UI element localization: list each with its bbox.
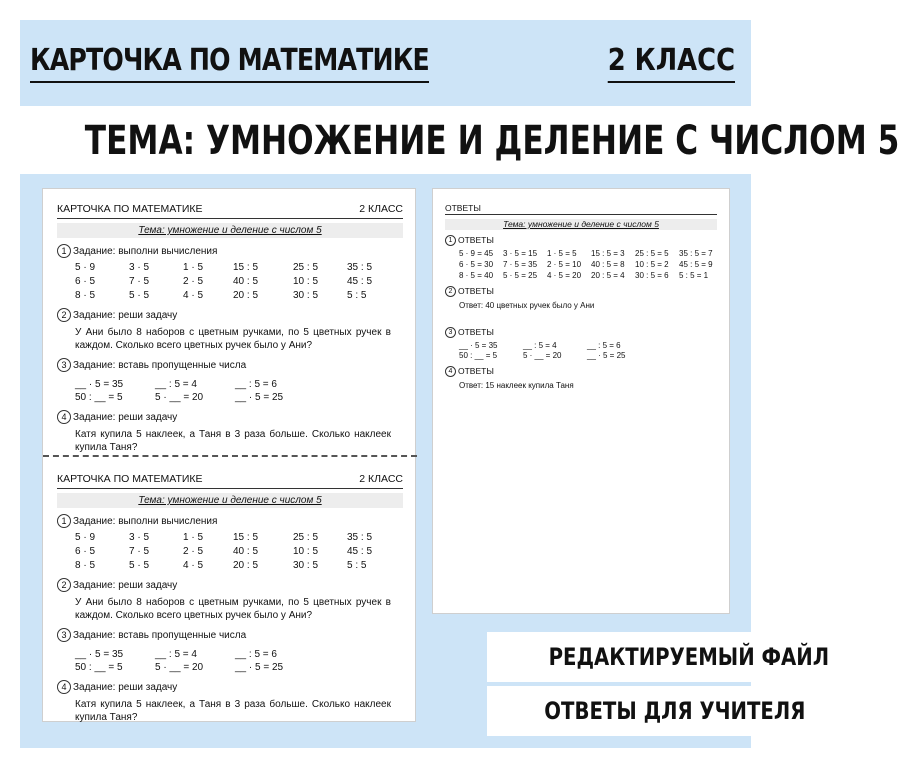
answer-2 [445,286,717,297]
editable-file-text: РЕДАКТИРУЕМЫЙ ФАЙЛ [548,643,830,671]
task-text: Задание: выполни вычисления [73,245,218,257]
task-3 [57,358,403,372]
task-text: Задание: вставь пропущенные числа [73,629,247,641]
task-number: 1 [57,514,71,528]
word-problem: Катя купила 5 наклеек, а Таня в 3 раза больше. Сколько наклеек купила Таня? [75,699,391,723]
calc-item: 4 · 5 [183,560,204,571]
answer-1 [445,235,717,246]
calc-item: 30 : 5 [293,290,319,301]
answer-item: 3 · 5 = 15 [503,249,538,258]
answers-header: ОТВЕТЫ [445,203,717,215]
word-problem: У Ани было 8 наборов с цветным ручками, по 5 цветных ручек в каждом. Сколько всего цветных ручек было у Ани? [75,327,391,351]
task-number: 4 [57,680,71,694]
calc-item: 5 : 5 [347,290,367,301]
answer-item: 5 · 9 = 45 [459,249,494,258]
answer-item: 6 · 5 = 30 [459,260,494,269]
answer-item: 10 : 5 = 2 [635,260,669,269]
calc-item: 45 : 5 [347,546,373,557]
task-number: 3 [57,358,71,372]
card-topic: Тема: умножение и деление с числом 5 [57,223,403,238]
answer-item: __ · 5 = 35 [459,341,498,350]
calc-item: 10 : 5 [293,546,319,557]
calc-item: 10 : 5 [293,276,319,287]
answer-item: __ : 5 = 4 [523,341,557,350]
answer-item: 5 : 5 = 1 [679,271,709,280]
worksheet-card [43,459,417,723]
task-text: Задание: реши задачу [73,579,178,591]
editable-file-label [487,632,830,682]
answer-item: 25 : 5 = 5 [635,249,669,258]
task-4 [57,680,403,694]
task-3 [57,628,403,642]
answers-topic: Тема: умножение и деление с числом 5 [445,219,717,230]
calc-item: 4 · 5 [183,290,204,301]
task-text: Задание: выполни вычисления [73,515,218,527]
answer-item: __ : 5 = 6 [587,341,621,350]
calc-item: 5 : 5 [347,560,367,571]
calc-item: 25 : 5 [293,262,319,273]
task-number: 2 [57,578,71,592]
task-number: 1 [57,244,71,258]
answer-item: 15 : 5 = 3 [591,249,625,258]
card-grade: 2 КЛАСС [359,203,403,215]
calc-item: 7 · 5 [129,546,150,557]
answer-4 [445,366,717,377]
worksheet-card [43,189,417,453]
calc-item: 7 · 5 [129,276,150,287]
answer-item: 4 · 5 = 20 [547,271,582,280]
fill-item: 50 : __ = 5 [75,662,123,673]
answer-calc-grid [459,248,717,281]
calc-item: 2 · 5 [183,546,204,557]
task-number: 4 [57,410,71,424]
card-header [57,473,403,489]
answers-preview [432,188,730,614]
answer-item: 5 · 5 = 25 [503,271,538,280]
answer-item: 5 · __ = 20 [523,351,562,360]
task-number: 4 [445,366,456,377]
card-title: КАРТОЧКА ПО МАТЕМАТИКЕ [57,473,203,485]
calc-item: 45 : 5 [347,276,373,287]
calc-item: 1 · 5 [183,532,204,543]
calc-grid [75,531,403,572]
card-grade: 2 КЛАСС [359,473,403,485]
answer-item: 30 : 5 = 6 [635,271,669,280]
task-number: 2 [445,286,456,297]
calc-item: 15 : 5 [233,262,259,273]
fill-item: __ : 5 = 6 [235,379,277,390]
fill-item: __ · 5 = 35 [75,379,124,390]
task-2 [57,308,403,322]
calc-item: 3 · 5 [129,532,150,543]
task-1 [57,514,403,528]
calc-item: 8 · 5 [75,560,96,571]
answer-label: ОТВЕТЫ [458,286,494,296]
fill-item: 50 : __ = 5 [75,392,123,403]
task-1 [57,244,403,258]
answer-item: 40 : 5 = 8 [591,260,625,269]
teacher-answers-text: ОТВЕТЫ ДЛЯ УЧИТЕЛЯ [544,697,806,725]
answer-text: Ответ: 15 наклеек купила Таня [459,381,574,390]
task-text: Задание: реши задачу [73,309,178,321]
calc-item: 35 : 5 [347,262,373,273]
calc-item: 40 : 5 [233,546,259,557]
task-text: Задание: вставь пропущенные числа [73,359,247,371]
answer-item: __ · 5 = 25 [587,351,626,360]
task-number: 1 [445,235,456,246]
card-header [57,203,403,219]
calc-item: 40 : 5 [233,276,259,287]
fill-item: 5 · __ = 20 [155,662,204,673]
answer-item: 50 : __ = 5 [459,351,498,360]
calc-item: 20 : 5 [233,560,259,571]
task-number: 3 [57,628,71,642]
task-4 [57,410,403,424]
answer-item: 7 · 5 = 35 [503,260,538,269]
banner-title: КАРТОЧКА ПО МАТЕМАТИКЕ [30,44,429,83]
task-number: 2 [57,308,71,322]
fill-grid [75,378,403,404]
fill-item: __ · 5 = 35 [75,649,124,660]
calc-item: 20 : 5 [233,290,259,301]
answer-label: ОТВЕТЫ [458,235,494,245]
calc-item: 6 · 5 [75,276,96,287]
answer-text: Ответ: 40 цветных ручек было у Ани [459,301,595,310]
answer-3 [445,327,717,338]
answer-item: 2 · 5 = 10 [547,260,582,269]
calc-grid [75,261,403,302]
topic-title: ТЕМА: УМНОЖЕНИЕ И ДЕЛЕНИЕ С ЧИСЛОМ 5 [84,118,899,164]
task-2 [57,578,403,592]
calc-item: 5 · 5 [129,560,150,571]
calc-item: 5 · 9 [75,532,96,543]
card-topic: Тема: умножение и деление с числом 5 [57,493,403,508]
calc-item: 5 · 5 [129,290,150,301]
calc-item: 5 · 9 [75,262,96,273]
answer-item: 35 : 5 = 7 [679,249,713,258]
fill-item: __ : 5 = 4 [155,649,197,660]
fill-item: __ · 5 = 25 [235,392,284,403]
answer-item: 8 · 5 = 40 [459,271,494,280]
fill-grid [75,648,403,674]
word-problem: У Ани было 8 наборов с цветным ручками, по 5 цветных ручек в каждом. Сколько всего цветных ручек было у Ани? [75,597,391,621]
calc-item: 6 · 5 [75,546,96,557]
task-text: Задание: реши задачу [73,681,178,693]
answer-label: ОТВЕТЫ [458,327,494,337]
fill-item: __ : 5 = 4 [155,379,197,390]
card-title: КАРТОЧКА ПО МАТЕМАТИКЕ [57,203,203,215]
task-text: Задание: реши задачу [73,411,178,423]
calc-item: 8 · 5 [75,290,96,301]
answer-fill-grid [459,341,717,361]
answer-item: 45 : 5 = 9 [679,260,713,269]
calc-item: 3 · 5 [129,262,150,273]
calc-item: 35 : 5 [347,532,373,543]
answer-label: ОТВЕТЫ [458,366,494,376]
answer-item: 1 · 5 = 5 [547,249,577,258]
banner-grade: 2 КЛАСС [608,44,735,83]
calc-item: 1 · 5 [183,262,204,273]
calc-item: 2 · 5 [183,276,204,287]
cut-line [43,455,417,457]
calc-item: 30 : 5 [293,560,319,571]
teacher-answers-label [487,686,806,736]
calc-item: 15 : 5 [233,532,259,543]
task-number: 3 [445,327,456,338]
word-problem: Катя купила 5 наклеек, а Таня в 3 раза больше. Сколько наклеек купила Таня? [75,429,391,453]
worksheet-preview [42,188,416,722]
fill-item: 5 · __ = 20 [155,392,204,403]
answer-item: 20 : 5 = 4 [591,271,625,280]
fill-item: __ · 5 = 25 [235,662,284,673]
calc-item: 25 : 5 [293,532,319,543]
fill-item: __ : 5 = 6 [235,649,277,660]
